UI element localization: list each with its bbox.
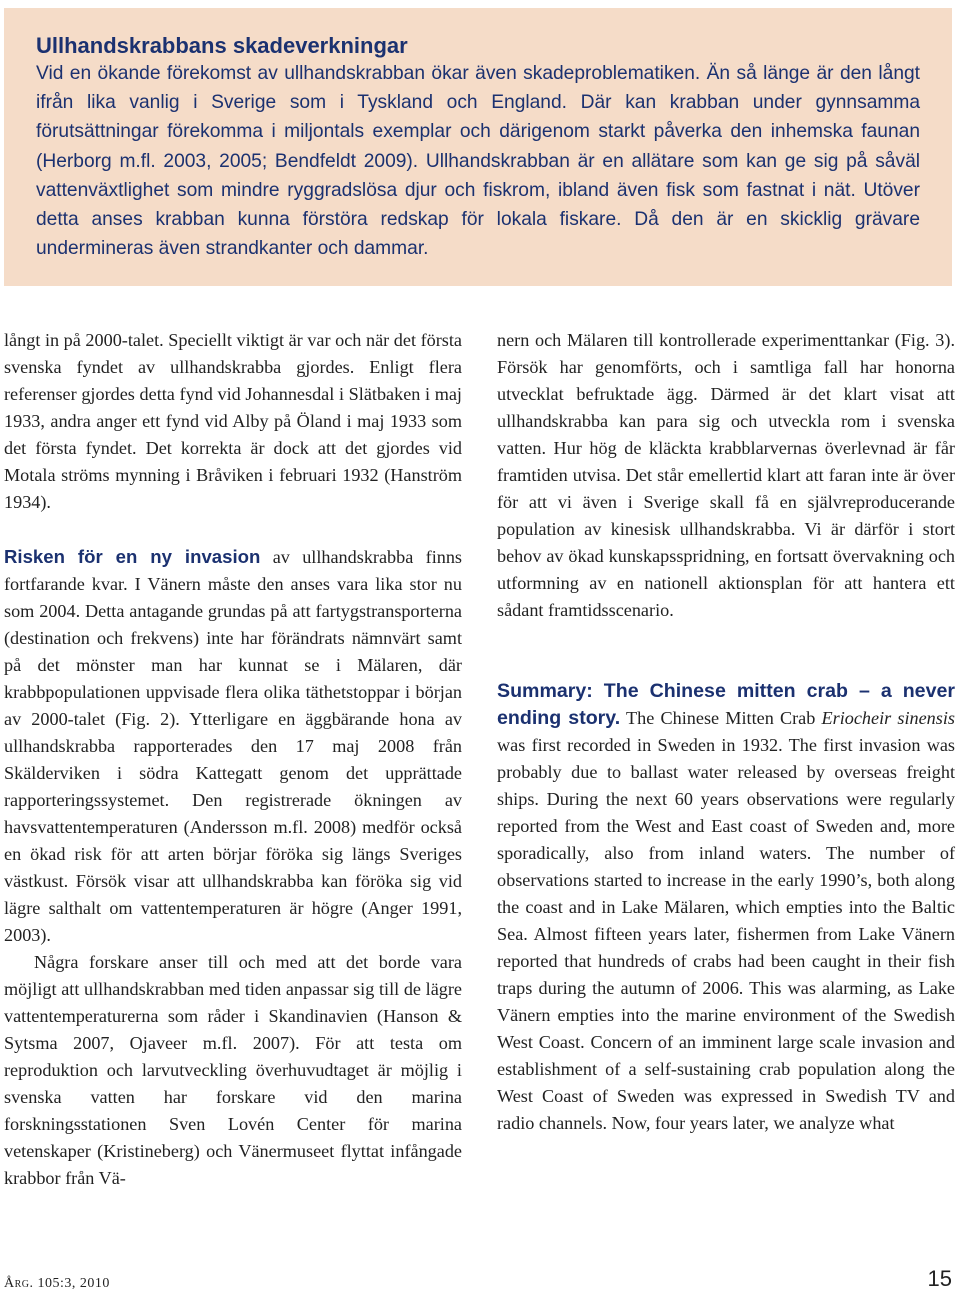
info-box — [4, 8, 952, 286]
right-column — [497, 327, 955, 1137]
left-paragraph-2 — [4, 543, 462, 949]
left-column — [4, 327, 462, 1192]
invasion-risk-text: av ullhandskrabba finns fortfarande kvar. I Vänern måste den anses vara lika stor nu som 2004. Detta antagande grundas på att fartygstransporterna (destination och frekvens) inte har förändrats nämnvärt samt på det mönster man har kunnat se i Mälaren, där krabbpopulationen uppvisade flera olika täthetstoppar i början av 2000-talet (Fig. 2). Ytterligare en äggbärande hona av ullhandskrabba rapporterades den 17 maj 2008 från Skälderviken i södra Kattegatt genom det upprättade rapporteringssystemet. Den registrerade ökningen av havsvattentemperaturen (Andersson m.fl. 2008) medför också en ökad risk för att arten börjar föröka sig längs Sveriges västkust. Försök visar att ullhandskrabba kan föröka sig vid lägre salthalt om vattentemperaturen är högre (Anger 1991, 2003). — [4, 547, 463, 945]
left-paragraph-1: långt in på 2000-talet. Speciellt viktigt är var och när det första svenska fyndet av ullhandskrabba gjordes. Enligt flera referenser gjordes detta fynd vid Johannesdal i Slätbaken i maj 1933, andra anger ett fynd vid Alby på Öland i maj 1933 som det första fyndet. Det korrekta är dock att det gjordes vid Motala ströms mynning i Bråviken i februari 1932 (Hanström 1934). — [4, 330, 462, 512]
page-number: 15 — [927, 1266, 952, 1291]
summary-paragraph — [497, 678, 955, 1137]
summary-text-post: was first recorded in Sweden in 1932. The first invasion was probably due to ballast water released by overseas freight ships. During the next 60 years observations were regularly reported from the West and East coast of Sweden and, more sporadically, also from inland waters. The number of observations started to increase in the early 1990’s, both along the coast and in Lake Mälaren, which empties into the Baltic Sea. Almost fifteen years later, fishermen from Lake Vänern reported that hundreds of crabs had been caught in their fish traps during the autumn of 2006. This was alarming, as Lake Vänern empties into the marine environment of the Swedish West Coast. Concern of an imminent large scale invasion and establishment of a self-sustaining crab population along the West Coast of Sweden was expressed in Swedish TV and radio channels. Now, four years later, we analyze what — [497, 735, 955, 1133]
left-paragraph-3: Några forskare anser till och med att det borde vara möjligt att ullhandskrabban med tiden anpassar sig till de lägre vattentemperaturerna som råder i Skandinavien (Hanson & Sytsma 2007, Ojaveer m.fl. 2007). För att testa om reproduktion och larvutveckling överhuvudtaget är möjlig i svenska vatten har forskare vid den marina forskningsstationen Sven Lovén Center för marina vetenskaper (Kristineberg) och Vänermuseet flyttat infångade krabbor från Vä- — [4, 952, 462, 1188]
right-paragraph-1: nern och Mälaren till kontrollerade experimenttankar (Fig. 3). Försök har genomförts, och i samtliga fall har honorna utvecklat befruktade ägg. Därmed är det klart visat att ullhandskrabba kan para sig och utveckla rom i svenska vatten. Hur hög de kläckta krabblarvernas överlevnad är får framtiden utvisa. Det står emellertid klart att faran inte är över för att vi även i Sverige skall få en självreproducerande population av kinesisk ullhandskrabba. Vi är därför i stort behov av ökad kunskapsspridning, en fortsatt övervakning och utformning av en nationell aktionsplan för att hantera ett sådant framtidsscenario. — [497, 330, 955, 620]
info-box-title: Ullhandskrabbans skadeverkningar — [36, 33, 408, 58]
issue-label: Årg. 105:3, 2010 — [4, 1276, 110, 1291]
species-name: Eriocheir sinensis — [821, 708, 955, 728]
invasion-risk-heading: Risken för en ny invasion — [4, 546, 261, 567]
summary-text-pre: The Chinese Mitten Crab — [620, 708, 822, 728]
info-box-text: Vid en ökande förekomst av ullhandskrabban ökar även skadeproblematiken. Än så länge är den långt ifrån lika vanlig i Sverige som i Tyskland och England. Där kan krabban under gynnsamma förutsättningar förekomma i miljontals exemplar och därigenom starkt påverka den inhemska faunan (Herborg m.fl. 2003, 2005; Bendfeldt 2009). Ullhandskrabban är en allätare som kan ge sig på såväl vattenväxtlighet som mindre ryggradslösa djur och fiskrom, ibland även fisk som fastnat i nät. Utöver detta anses krabban kunna förstöra redskap för lokala fiskare. Då den är en skicklig grävare undermineras även strandkanter och dammar. — [36, 63, 920, 260]
summary-heading: Summary: The Chinese mitten crab – a never ending story. — [497, 680, 955, 729]
